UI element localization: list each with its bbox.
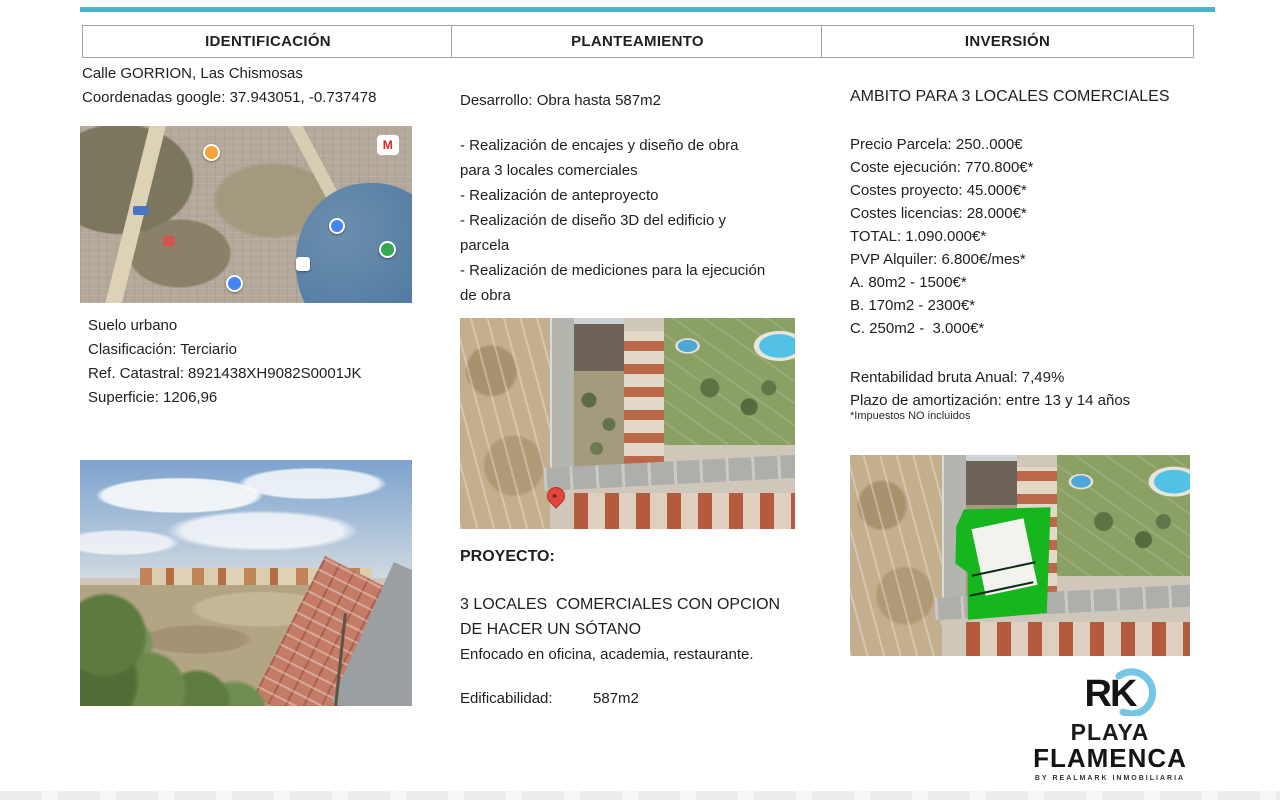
map-marker-square-icon <box>296 257 310 271</box>
cost-line: Coste ejecución: 770.800€* <box>850 159 1034 176</box>
list-item: para 3 locales comerciales <box>460 162 638 179</box>
aerial-houses-bottom <box>966 622 1190 656</box>
proyecto-line: DE HACER UN SÓTANO <box>460 621 642 638</box>
proyecto-title: PROYECTO: <box>460 548 555 565</box>
map-marker-red-logo-icon: M <box>377 135 399 155</box>
cost-line: TOTAL: 1.090.000€* <box>850 228 987 245</box>
list-item: - Realización de diseño 3D del edificio y <box>460 212 726 229</box>
aerial-townhouses <box>624 331 664 466</box>
map-marker-green-icon <box>379 241 396 258</box>
proyecto-line: Enfocado en oficina, academia, restaurante. <box>460 646 754 663</box>
list-item: de obra <box>460 287 511 304</box>
aerial-houses-bottom <box>574 493 795 529</box>
map-marker-blue-icon <box>329 218 345 234</box>
aerial-commercial-building <box>574 318 624 377</box>
aerial-gardens-pool <box>664 318 795 445</box>
land-details <box>88 314 362 410</box>
cost-line: A. 80m2 - 1500€* <box>850 274 967 291</box>
list-item: - Realización de anteproyecto <box>460 187 659 204</box>
column-header-inversion: INVERSIÓN <box>821 25 1194 58</box>
aerial-commercial-building <box>966 455 1017 511</box>
work-scope-list <box>460 133 805 308</box>
google-satellite-map <box>80 126 412 303</box>
rentabilidad-line: Rentabilidad bruta Anual: 7,49% <box>850 369 1065 386</box>
cost-line: Precio Parcela: 250..000€ <box>850 136 1023 153</box>
logo-monogram: RK <box>1084 673 1136 715</box>
aerial-dry-field <box>850 455 942 656</box>
list-item: - Realización de mediciones para la ejecución <box>460 262 766 279</box>
logo-swoosh-icon <box>1109 668 1161 716</box>
edificabilidad-label: Edificabilidad: <box>460 690 553 707</box>
aerial-dry-field <box>460 318 550 529</box>
edificabilidad-value: 587m2 <box>593 690 639 707</box>
coordinates-line: Coordenadas google: 37.943051, -0.737478 <box>82 89 377 106</box>
tax-disclaimer: *Impuestos NO incluidos <box>850 410 971 422</box>
logo-monogram-wrap <box>1085 672 1136 718</box>
cost-line: B. 170m2 - 2300€* <box>850 297 976 314</box>
cost-line: PVP Alquiler: 6.800€/mes* <box>850 251 1026 268</box>
logo-brand-line2: FLAMENCA <box>1033 743 1187 773</box>
cost-line: C. 250m2 - 3.000€* <box>850 320 985 337</box>
list-item: parcela <box>460 237 510 254</box>
aerial-vacant-plot <box>574 371 624 468</box>
costs-list <box>850 133 1033 340</box>
address-line: Calle GORRION, Las Chismosas <box>82 65 303 82</box>
top-accent-rule <box>80 7 1215 12</box>
map-marker-orange-icon <box>203 144 220 161</box>
desarrollo-line: Desarrollo: Obra hasta 587m2 <box>460 92 661 109</box>
parcel-overlay <box>955 507 1050 620</box>
map-marker-blue2-icon <box>226 275 243 292</box>
logo-tagline: BY REALMARK INMOBILIARIA <box>1034 775 1186 782</box>
column-header-planteamiento: PLANTEAMIENTO <box>451 25 824 58</box>
detail-line: Superficie: 1206,96 <box>88 389 218 406</box>
inversion-title: AMBITO PARA 3 LOCALES COMERCIALES <box>850 88 1170 105</box>
cost-line: Costes licencias: 28.000€* <box>850 205 1027 222</box>
aerial-gardens-pool <box>1057 455 1190 576</box>
plot-aerial-with-parcel-overlay <box>850 455 1190 656</box>
map-sea <box>296 183 412 303</box>
plot-aerial-photo <box>460 318 795 529</box>
photo-vegetation <box>80 534 309 706</box>
detail-line: Clasificación: Terciario <box>88 341 237 358</box>
list-item: - Realización de encajes y diseño de obra <box>460 137 739 154</box>
detail-line: Ref. Catastral: 8921438XH9082S0001JK <box>88 365 362 382</box>
plazo-line: Plazo de amortización: entre 13 y 14 años <box>850 392 1131 409</box>
detail-line: Suelo urbano <box>88 317 178 334</box>
plot-ground-photo <box>80 460 412 706</box>
cost-line: Costes proyecto: 45.000€* <box>850 182 1027 199</box>
bottom-strip <box>0 791 1280 800</box>
column-header-identificacion: IDENTIFICACIÓN <box>82 25 454 58</box>
agency-logo <box>1028 672 1192 782</box>
proyecto-line: 3 LOCALES COMERCIALES CON OPCION <box>460 596 781 613</box>
logo-brand-line1: PLAYA <box>1070 719 1150 745</box>
map-roadsign-blue-icon <box>133 206 149 215</box>
map-roadsign-red-icon <box>163 236 175 246</box>
